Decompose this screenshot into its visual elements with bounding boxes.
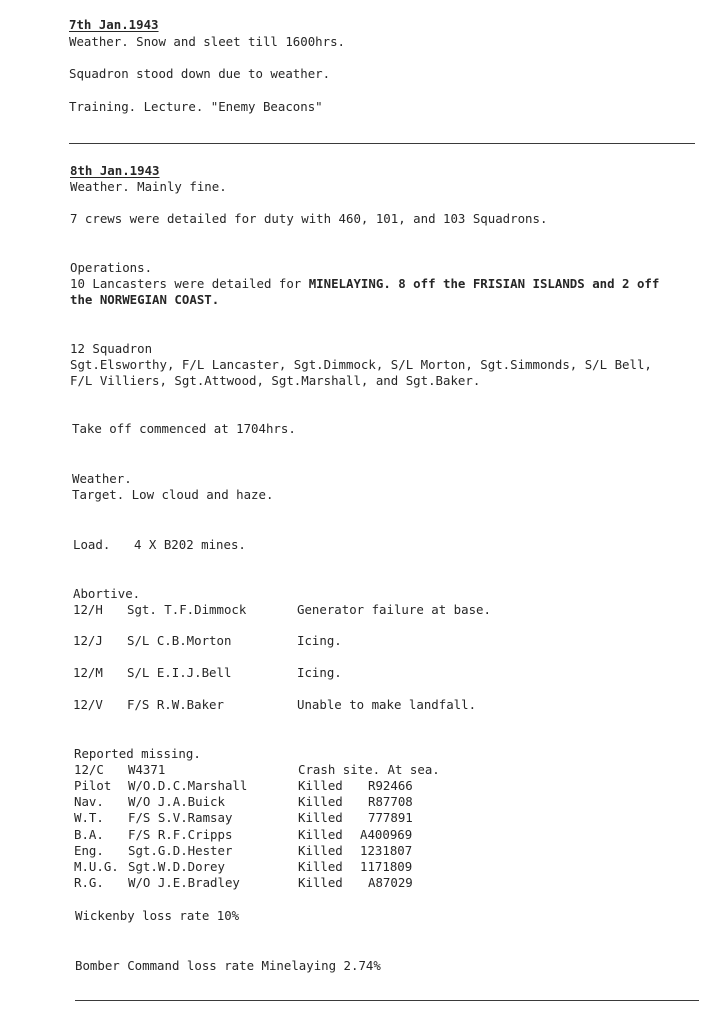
abortive-aircraft-code: 12/J	[73, 633, 103, 648]
load-label: Load.	[73, 537, 111, 552]
crew-service-number: 1231807	[360, 843, 413, 858]
crash-site: Crash site. At sea.	[298, 762, 440, 777]
wickenby-loss-rate: Wickenby loss rate 10%	[75, 908, 240, 923]
operations-line	[70, 276, 659, 292]
crew-status: Killed	[298, 810, 343, 825]
takeoff-line: Take off commenced at 1704hrs.	[72, 421, 296, 436]
missing-heading: Reported missing.	[74, 746, 201, 761]
crew-service-number: 1171809	[360, 859, 413, 874]
section-divider	[75, 1000, 699, 1001]
entry-date: 7th Jan.1943	[69, 17, 159, 32]
section-divider	[69, 143, 695, 144]
abortive-reason: Icing.	[297, 633, 342, 648]
crew-status: Killed	[298, 843, 343, 858]
crew-name: F/S S.V.Ramsay	[128, 810, 233, 825]
squadron-heading: 12 Squadron	[70, 341, 153, 356]
missing-aircraft-code: 12/C	[74, 762, 104, 777]
crew-service-number: R87708	[368, 794, 413, 809]
abortive-aircraft-code: 12/V	[73, 697, 103, 712]
crew-role: R.G.	[74, 875, 104, 890]
crew-name: Sgt.G.D.Hester	[128, 843, 233, 858]
crew-role: Nav.	[74, 794, 104, 809]
abortive-aircraft-code: 12/H	[73, 602, 103, 617]
weather-line: Weather. Snow and sleet till 1600hrs.	[69, 34, 346, 49]
abortive-reason: Generator failure at base.	[297, 602, 491, 617]
crew-role: Pilot	[74, 778, 112, 793]
crew-name: Sgt.W.D.Dorey	[128, 859, 225, 874]
crew-status: Killed	[298, 778, 343, 793]
crew-status: Killed	[298, 794, 343, 809]
stood-down-line: Squadron stood down due to weather.	[69, 66, 331, 81]
abortive-reason: Unable to make landfall.	[297, 697, 477, 712]
crew-service-number: 777891	[368, 810, 413, 825]
crew-status: Killed	[298, 859, 343, 874]
squadron-crew-line: F/L Villiers, Sgt.Attwood, Sgt.Marshall, and Sgt.Baker.	[70, 373, 481, 388]
abortive-pilot: S/L E.I.J.Bell	[127, 665, 232, 680]
crew-name: W/O J.A.Buick	[128, 794, 225, 809]
load-value: 4 X B202 mines.	[134, 537, 246, 552]
crew-role: M.U.G.	[74, 859, 119, 874]
crew-name: W/O.D.C.Marshall	[128, 778, 248, 793]
crew-status: Killed	[298, 827, 343, 842]
abortive-pilot: S/L C.B.Morton	[127, 633, 232, 648]
crew-name: F/S R.F.Cripps	[128, 827, 233, 842]
operations-emphasis: MINELAYING. 8 off the FRISIAN ISLANDS and 2 off	[308, 276, 660, 291]
crew-role: Eng.	[74, 843, 104, 858]
crew-service-number: A400969	[360, 827, 413, 842]
target-weather-line: Target. Low cloud and haze.	[72, 487, 274, 502]
weather-line: Weather. Mainly fine.	[70, 179, 227, 194]
operations-text: 10 Lancasters were detailed for	[70, 276, 309, 291]
crew-service-number: R92466	[368, 778, 413, 793]
weather-heading: Weather.	[72, 471, 132, 486]
abortive-pilot: Sgt. T.F.Dimmock	[127, 602, 247, 617]
crew-role: W.T.	[74, 810, 104, 825]
abortive-pilot: F/S R.W.Baker	[127, 697, 224, 712]
training-line: Training. Lecture. "Enemy Beacons"	[69, 99, 323, 114]
abortive-reason: Icing.	[297, 665, 342, 680]
crew-service-number: A87029	[368, 875, 413, 890]
operations-heading: Operations.	[70, 260, 153, 275]
abortive-aircraft-code: 12/M	[73, 665, 103, 680]
crew-status: Killed	[298, 875, 343, 890]
squadron-crew-line: Sgt.Elsworthy, F/L Lancaster, Sgt.Dimmock, S/L Morton, Sgt.Simmonds, S/L Bell,	[70, 357, 652, 372]
entry-date: 8th Jan.1943	[70, 163, 160, 178]
crews-detailed-line: 7 crews were detailed for duty with 460, 101, and 103 Squadrons.	[70, 211, 548, 226]
bomber-command-loss-rate: Bomber Command loss rate Minelaying 2.74%	[75, 958, 381, 973]
abortive-heading: Abortive.	[73, 586, 141, 601]
crew-name: W/O J.E.Bradley	[128, 875, 240, 890]
crew-role: B.A.	[74, 827, 104, 842]
missing-aircraft-serial: W4371	[128, 762, 166, 777]
operations-emphasis-continued: the NORWEGIAN COAST.	[70, 292, 220, 307]
